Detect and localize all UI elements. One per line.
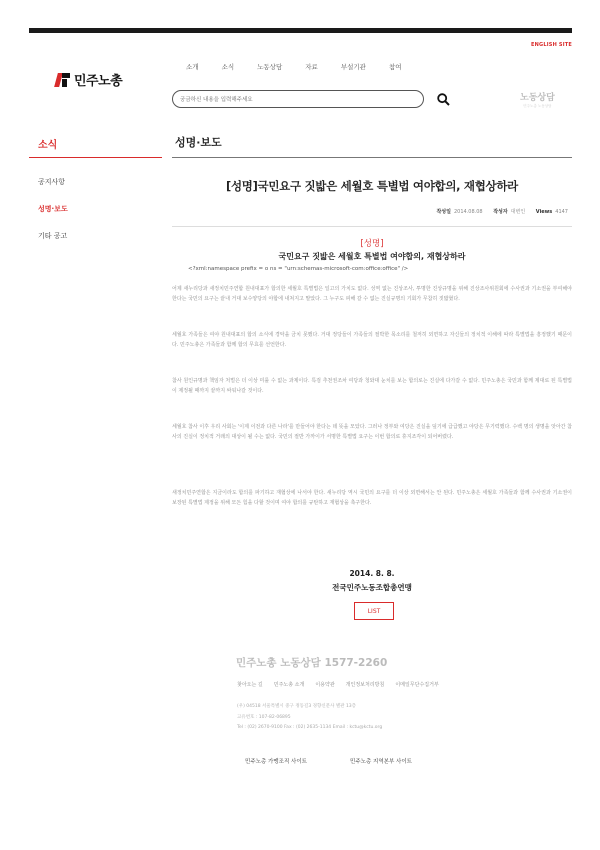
article-paragraph: 새정치민주연합은 지금이라도 합의를 파기하고 재협상에 나서야 한다. 새누리당 역시 국민의 요구를 더 이상 외면해서는 안 된다. 민주노총은 세월호 가족들과 함께 수사권과 기소권이 보장된 특별법 제정을 위해 모든 힘을 다할 것이며 여야 합의를 규탄하고 재협상을 촉구한다. (172, 490, 572, 506)
statement-tag: [성명] (360, 239, 384, 249)
regional-sites-link[interactable]: 민주노총 지역본부 사이트 (350, 759, 412, 765)
sidebar-item-statement[interactable]: 성명·보도 (38, 205, 68, 213)
search-input[interactable]: 궁금하신 내용을 입력해주세요 (172, 90, 424, 108)
post-date: 2014.08.08 (453, 209, 483, 215)
main-nav (186, 62, 425, 71)
footer-title: 민주노총 노동상담 1577-2260 (236, 657, 388, 669)
article-paragraph: 세월호 참사 이후 우리 사회는 '이제 이전과 다른 나라'를 만들어야 한다는 데 뜻을 모았다. 그러나 정부와 여당은 진실을 덮기에 급급했고 야당은 무기력했다. 수백 명의 생명을 앗아간 참사의 진실이 정치적 거래의 대상이 될 수는 없다. 국민의 절반 가까이가 서명한 특별법 요구는 이번 합의로 휴지조각이 되어버렸다. (172, 424, 572, 440)
footer-business-number: 고유번호 : 107-82-06895 (237, 715, 291, 720)
consult-title: 노동상담 (520, 93, 555, 103)
nav-item[interactable]: 부설기관 (340, 63, 366, 71)
nav-item[interactable]: 참여 (388, 63, 402, 71)
english-site-link[interactable]: ENGLISH SITE (531, 42, 572, 48)
list-button[interactable]: LIST (354, 602, 394, 620)
nav-item[interactable]: 자료 (305, 63, 318, 71)
views-label: Views (535, 209, 553, 215)
footer-link[interactable]: 이용약관 (315, 682, 335, 688)
article-meta (436, 208, 568, 215)
date-label: 작성일 (436, 209, 451, 215)
article-title: [성명]국민요구 짓밟은 세월호 특별법 여야합의, 재협상하라 (226, 179, 518, 193)
meta-divider (172, 226, 572, 227)
section-divider (172, 157, 572, 158)
article-paragraph: 참사 원인규명과 책임자 처벌은 더 이상 미룰 수 없는 과제이다. 특검 추천권조차 여당과 청와대 눈치를 보는 합의로는 진실에 다가갈 수 없다. 민주노총은 국민과 함께 제대로 된 특별법이 제정될 때까지 끝까지 싸워나갈 것이다. (172, 378, 572, 394)
statement-date: 2014. 8. 8. (349, 569, 395, 578)
affiliate-sites-link[interactable]: 민주노총 가맹조직 사이트 (245, 759, 307, 765)
writer-label: 작성자 (493, 209, 508, 215)
section-title: 성명·보도 (175, 136, 222, 149)
sidebar-title: 소식 (38, 140, 58, 151)
logo-mark-icon (56, 73, 70, 87)
site-logo[interactable] (56, 70, 122, 89)
consult-subtitle: 민주노총 노동상담 (523, 104, 552, 108)
nav-item[interactable]: 노동상담 (257, 63, 283, 71)
article-paragraph: 세월호 가족들은 여야 원내대표의 합의 소식에 경악을 금치 못했다. 거대 정당들이 가족들의 절박한 목소리를 철저히 외면하고 자신들의 정치적 이해에 따라 특별법을 흥정했기 때문이다. 민주노총은 가족들과 함께 합의 무효를 선언한다. (172, 332, 572, 348)
nav-item[interactable]: 소식 (221, 63, 235, 71)
statement-org: 전국민주노동조합총연맹 (332, 583, 412, 592)
footer-contact: Tel : (02) 2670-9100 Fax : (02) 2635-1134 Email : kctu@kctu.org (237, 725, 383, 730)
sidebar-item-other[interactable]: 기타 공고 (38, 232, 68, 240)
footer-link[interactable]: 민주노총 소개 (273, 682, 305, 688)
footer-address: (우) 04518 서울특별시 중구 정동길3 경향신문사 별관 13층 (237, 704, 357, 709)
footer-link[interactable]: 개인정보처리방침 (345, 682, 385, 688)
top-bar (29, 28, 572, 33)
nav-item[interactable]: 소개 (186, 63, 199, 71)
footer-link[interactable]: 이메일무단수집거부 (395, 682, 439, 688)
search-icon[interactable] (437, 93, 450, 106)
article-paragraph: 어제 새누리당과 새정치민주연합 원내대표가 합의한 세월호 특별법은 일고의 가치도 없다. 성역 없는 진상조사, 투명한 진상규명을 위해 진상조사위원회에 수사권과 기소권을 부여해야 한다는 국민의 요구는 끝내 거대 보수양당의 야합에 내쳐지고 말았다. 그 누구도 피해 갈 수 없는 진실규명의 기회가 무참히 짓밟혔다. (172, 286, 572, 302)
footer-link[interactable]: 찾아오는 길 (237, 682, 263, 688)
view-count: 4147 (555, 209, 568, 215)
consult-link[interactable] (520, 90, 555, 109)
sidebar-item-notice[interactable]: 공지사항 (38, 178, 66, 186)
xml-namespace-line: <?xml:namespace prefix = o ns = "urn:schemas-microsoft-com:office:office" /> (188, 266, 409, 272)
footer-links (237, 681, 450, 688)
logo-text: 민주노총 (74, 74, 123, 89)
article-subtitle: 국민요구 짓밟은 세월호 특별법 여야합의, 재협상하라 (278, 252, 466, 261)
post-writer: 대변인 (510, 209, 526, 215)
sidebar-divider (29, 157, 162, 158)
